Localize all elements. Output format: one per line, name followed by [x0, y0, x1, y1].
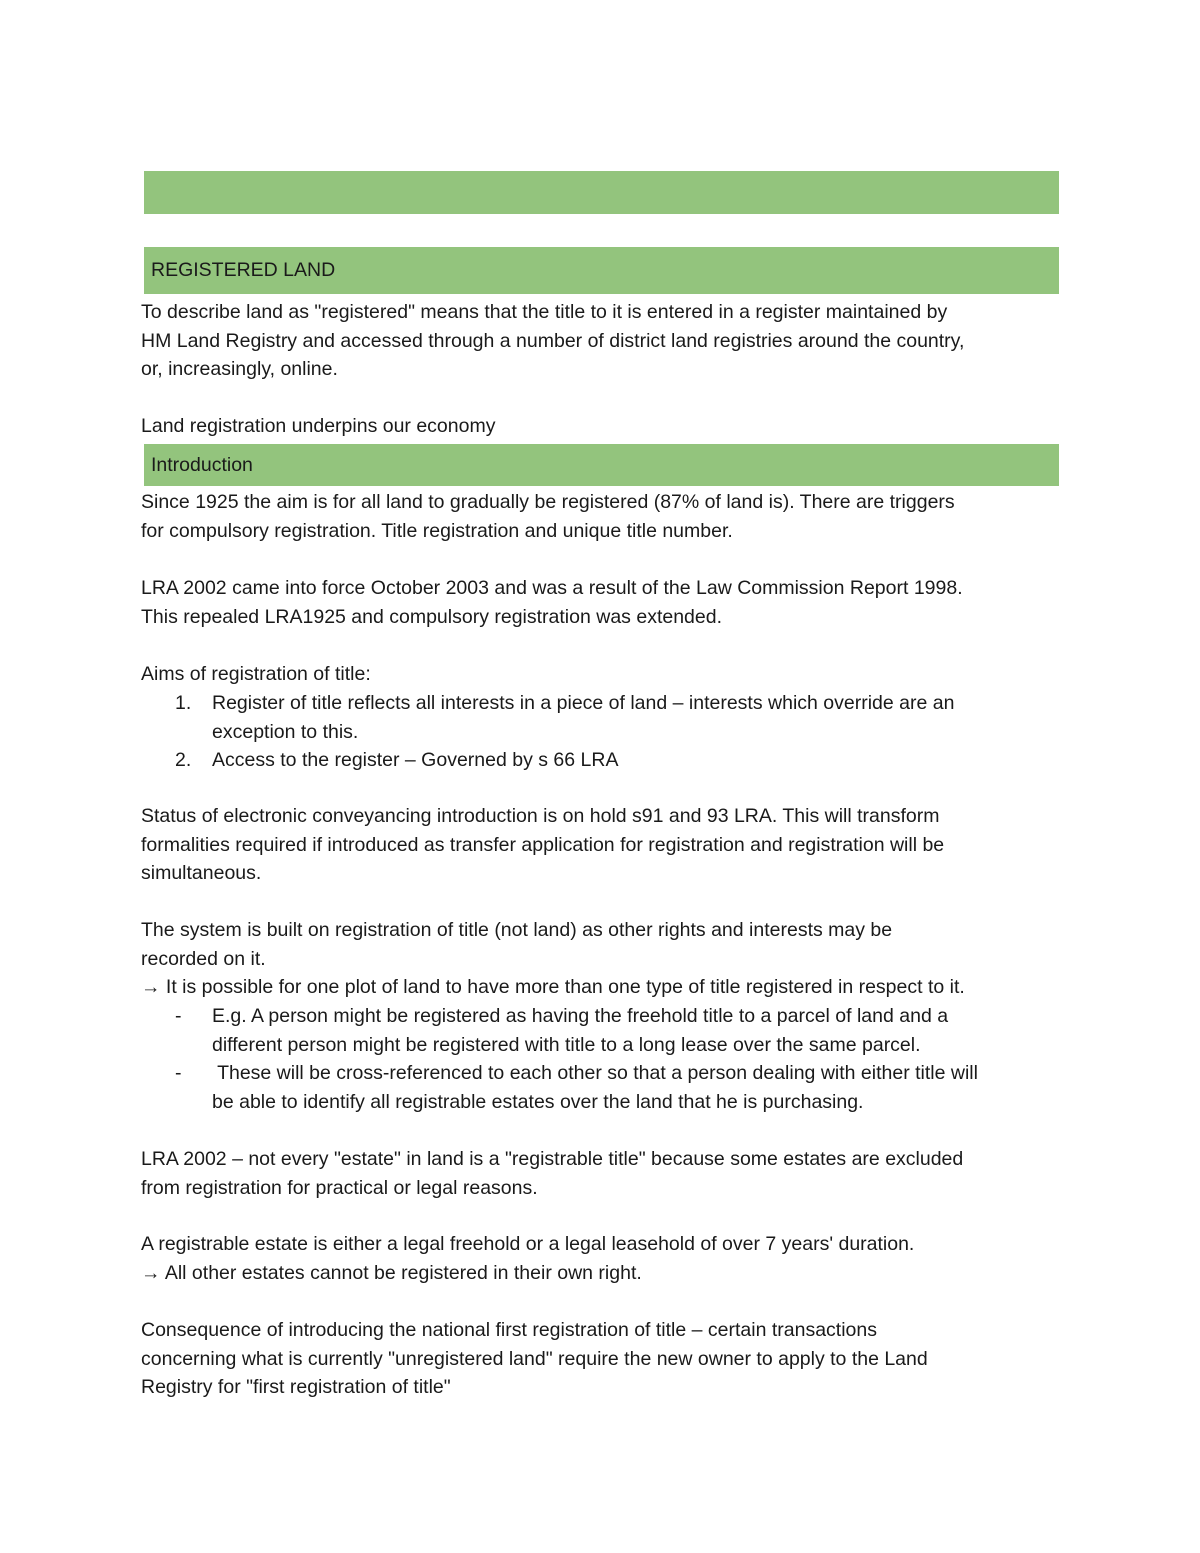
- text-line: formalities required if introduced as transfer application for registration and registration will be: [141, 833, 945, 856]
- text-line: for compulsory registration. Title registration and unique title number.: [141, 519, 733, 542]
- list-item-text: [212, 1002, 1064, 1059]
- paragraph-since-1925: [141, 488, 1066, 545]
- list-item-text: [212, 689, 1064, 746]
- section-heading-introduction: [144, 444, 1059, 486]
- text-line: → All other estates cannot be registered in their own right.: [141, 1261, 642, 1284]
- text-line: These will be cross-referenced to each other so that a person dealing with either title will: [212, 1062, 978, 1084]
- bullet-list-item: [141, 1059, 1066, 1117]
- section-heading-text: Introduction: [151, 453, 253, 476]
- text-line: concerning what is currently "unregistered land" require the new owner to apply to the Land: [141, 1347, 928, 1370]
- text-line: different person might be registered with title to a long lease over the same parcel.: [212, 1033, 921, 1056]
- text-line: LRA 2002 came into force October 2003 and was a result of the Law Commission Report 1998.: [141, 577, 963, 599]
- header-band: [144, 171, 1059, 214]
- section-heading-text: REGISTERED LAND: [151, 259, 336, 281]
- aims-heading: [141, 660, 1066, 689]
- text-line: LRA 2002 – not every "estate" in land is a "registrable title" because some estates are excluded: [141, 1148, 964, 1170]
- text-line: → It is possible for one plot of land to have more than one type of title registered in respect to it.: [141, 976, 965, 999]
- paragraph-registered-definition: [141, 298, 1066, 384]
- text-line: Register of title reflects all interests in a piece of land – interests which override are an: [212, 692, 955, 714]
- list-marker: -: [175, 1062, 182, 1084]
- text-line: Registry for "first registration of title": [141, 1376, 451, 1399]
- numbered-list-item: [141, 689, 1066, 747]
- text-line: Since 1925 the aim is for all land to gradually be registered (87% of land is). There are triggers: [141, 491, 955, 513]
- list-item-text: [212, 746, 1064, 775]
- text-line: be able to identify all registrable estates over the land that he is purchasing.: [212, 1090, 864, 1113]
- paragraph-registrable-estate: [141, 1230, 1066, 1287]
- text-line: Land registration underpins our economy: [141, 415, 496, 437]
- list-marker: 2.: [175, 749, 192, 771]
- bullet-list-item: [141, 1002, 1066, 1060]
- paragraph-lra-2002: [141, 574, 1066, 631]
- paragraph-lra-estate: [141, 1145, 1066, 1202]
- text-line: from registration for practical or legal reasons.: [141, 1176, 538, 1199]
- text-line: Access to the register – Governed by s 66 LRA: [212, 749, 619, 771]
- text-line: E.g. A person might be registered as having the freehold title to a parcel of land and a: [212, 1005, 949, 1027]
- paragraph-economy: [141, 412, 1066, 441]
- text-line: A registrable estate is either a legal freehold or a legal leasehold of over 7 years' duration.: [141, 1233, 915, 1255]
- paragraph-system-title: [141, 916, 1066, 1002]
- text-line: Aims of registration of title:: [141, 663, 371, 685]
- list-item-text: [212, 1059, 1064, 1116]
- paragraph-consequence: [141, 1316, 1066, 1402]
- list-marker: 1.: [175, 692, 192, 714]
- text-line: This repealed LRA1925 and compulsory registration was extended.: [141, 605, 723, 628]
- paragraph-electronic-conveyancing: [141, 802, 1066, 888]
- text-line: Consequence of introducing the national first registration of title – certain transactions: [141, 1319, 878, 1341]
- section-heading-registered-land: [144, 247, 1059, 294]
- list-marker: -: [175, 1005, 182, 1027]
- text-line: Status of electronic conveyancing introduction is on hold s91 and 93 LRA. This will transform: [141, 805, 940, 827]
- text-line: recorded on it.: [141, 947, 266, 970]
- text-line: simultaneous.: [141, 862, 262, 885]
- text-line: To describe land as "registered" means that the title to it is entered in a register maintained by: [141, 301, 948, 323]
- numbered-list-item: [141, 746, 1066, 775]
- text-line: or, increasingly, online.: [141, 358, 338, 381]
- text-line: HM Land Registry and accessed through a number of district land registries around the country,: [141, 329, 965, 352]
- text-line: The system is built on registration of title (not land) as other rights and interests may be: [141, 919, 893, 941]
- text-line: exception to this.: [212, 720, 359, 743]
